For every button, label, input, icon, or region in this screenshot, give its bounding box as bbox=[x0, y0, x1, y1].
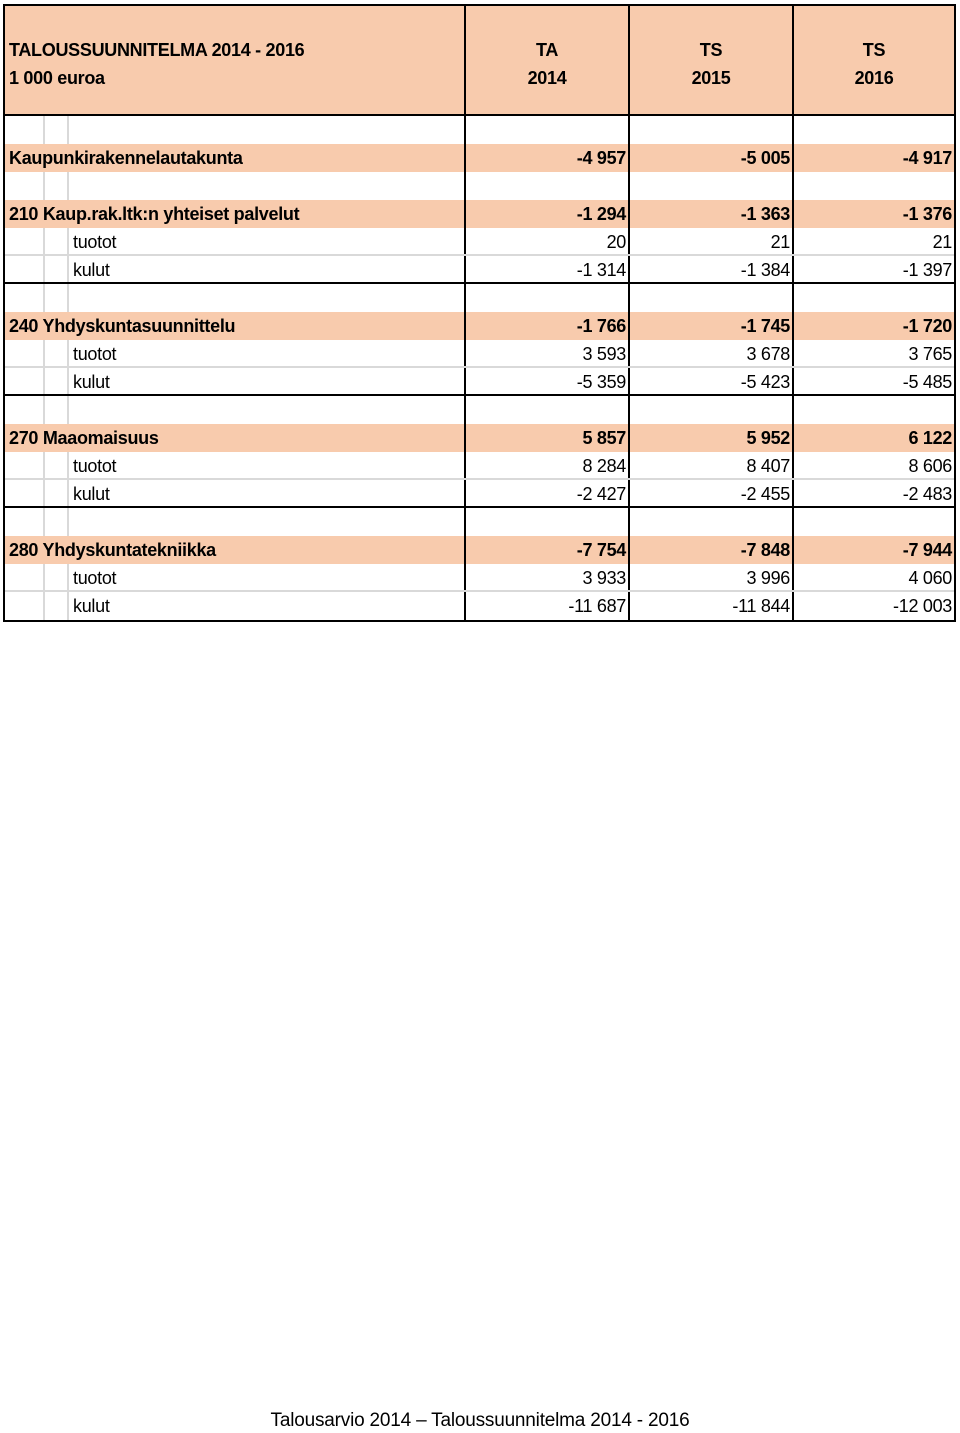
col-ts1-label: TS bbox=[699, 40, 723, 60]
budget-table bbox=[3, 4, 956, 622]
col-ta-year: 2014 bbox=[527, 68, 567, 88]
table-header bbox=[5, 6, 954, 116]
kulut-ta2014: -1 314 bbox=[464, 256, 628, 282]
tuotot-ts2016: 3 765 bbox=[792, 340, 954, 366]
tuotot-ta2014: 20 bbox=[464, 228, 628, 254]
kulut-ts2016: -1 397 bbox=[792, 256, 954, 282]
section-ts2016: 6 122 bbox=[792, 424, 954, 452]
header-col-ta bbox=[464, 6, 628, 114]
section-ts2015: -1 745 bbox=[628, 312, 792, 340]
section-label: 280 Yhdyskuntatekniikka bbox=[9, 540, 216, 560]
tuotot-ta2014: 8 284 bbox=[464, 452, 628, 478]
col-ts2-label: TS bbox=[862, 40, 886, 60]
spacer-row bbox=[5, 172, 954, 200]
section-label: 240 Yhdyskuntasuunnittelu bbox=[9, 316, 236, 336]
kulut-ta2014: -2 427 bbox=[464, 480, 628, 506]
tuotot-row-270 bbox=[5, 452, 954, 480]
tuotot-label: tuotot bbox=[5, 564, 464, 590]
section-ts2015: 5 952 bbox=[628, 424, 792, 452]
kulut-label: kulut bbox=[5, 256, 464, 282]
section-ts2016: -7 944 bbox=[792, 536, 954, 564]
tuotot-ts2015: 8 407 bbox=[628, 452, 792, 478]
kulut-label: kulut bbox=[5, 592, 464, 620]
tuotot-ts2015: 3 678 bbox=[628, 340, 792, 366]
kulut-ts2015: -5 423 bbox=[628, 368, 792, 394]
total-ts2016: -4 917 bbox=[792, 144, 954, 172]
spacer-row bbox=[5, 508, 954, 536]
kulut-ts2015: -2 455 bbox=[628, 480, 792, 506]
kulut-label: kulut bbox=[5, 480, 464, 506]
section-row-270 bbox=[5, 424, 954, 452]
page-footer: Talousarvio 2014 – Taloussuunnitelma 2014 - 2016 bbox=[270, 1410, 690, 1431]
tuotot-ts2016: 4 060 bbox=[792, 564, 954, 590]
section-row-210 bbox=[5, 200, 954, 228]
tuotot-row-210 bbox=[5, 228, 954, 256]
spacer-row bbox=[5, 116, 954, 144]
total-ts2015: -5 005 bbox=[628, 144, 792, 172]
col-ta-label: TA bbox=[535, 40, 559, 60]
kulut-ts2016: -5 485 bbox=[792, 368, 954, 394]
tuotot-ts2015: 21 bbox=[628, 228, 792, 254]
kulut-ts2016: -12 003 bbox=[792, 592, 954, 620]
tuotot-ts2016: 8 606 bbox=[792, 452, 954, 478]
header-col-ts-2016 bbox=[792, 6, 954, 114]
kulut-ts2015: -1 384 bbox=[628, 256, 792, 282]
spacer-row bbox=[5, 396, 954, 424]
total-label: Kaupunkirakennelautakunta bbox=[9, 148, 243, 168]
section-row-280 bbox=[5, 536, 954, 564]
kulut-ta2014: -5 359 bbox=[464, 368, 628, 394]
col-ts1-year: 2015 bbox=[691, 68, 731, 88]
tuotot-ta2014: 3 933 bbox=[464, 564, 628, 590]
header-title-cell bbox=[5, 6, 464, 114]
tuotot-label: tuotot bbox=[5, 228, 464, 254]
table-unit: 1 000 euroa bbox=[9, 68, 105, 88]
section-ts2016: -1 720 bbox=[792, 312, 954, 340]
section-ts2016: -1 376 bbox=[792, 200, 954, 228]
kulut-ts2015: -11 844 bbox=[628, 592, 792, 620]
kulut-row-280 bbox=[5, 592, 954, 620]
spacer-row bbox=[5, 284, 954, 312]
section-label: 210 Kaup.rak.ltk:n yhteiset palvelut bbox=[9, 204, 300, 224]
tuotot-row-240 bbox=[5, 340, 954, 368]
tuotot-ts2015: 3 996 bbox=[628, 564, 792, 590]
section-ta2014: 5 857 bbox=[464, 424, 628, 452]
kulut-ts2016: -2 483 bbox=[792, 480, 954, 506]
tuotot-ts2016: 21 bbox=[792, 228, 954, 254]
col-ts2-year: 2016 bbox=[854, 68, 894, 88]
section-ta2014: -1 766 bbox=[464, 312, 628, 340]
section-row-240 bbox=[5, 312, 954, 340]
kulut-row-210 bbox=[5, 256, 954, 284]
total-row bbox=[5, 144, 954, 172]
kulut-ta2014: -11 687 bbox=[464, 592, 628, 620]
section-ta2014: -1 294 bbox=[464, 200, 628, 228]
total-ta2014: -4 957 bbox=[464, 144, 628, 172]
tuotot-row-280 bbox=[5, 564, 954, 592]
tuotot-label: tuotot bbox=[5, 340, 464, 366]
section-label: 270 Maaomaisuus bbox=[9, 428, 159, 448]
section-ta2014: -7 754 bbox=[464, 536, 628, 564]
kulut-row-240 bbox=[5, 368, 954, 396]
kulut-row-270 bbox=[5, 480, 954, 508]
header-col-ts-2015 bbox=[628, 6, 792, 114]
tuotot-label: tuotot bbox=[5, 452, 464, 478]
tuotot-ta2014: 3 593 bbox=[464, 340, 628, 366]
section-ts2015: -7 848 bbox=[628, 536, 792, 564]
table-title: TALOUSSUUNNITELMA 2014 - 2016 bbox=[9, 40, 305, 60]
kulut-label: kulut bbox=[5, 368, 464, 394]
section-ts2015: -1 363 bbox=[628, 200, 792, 228]
